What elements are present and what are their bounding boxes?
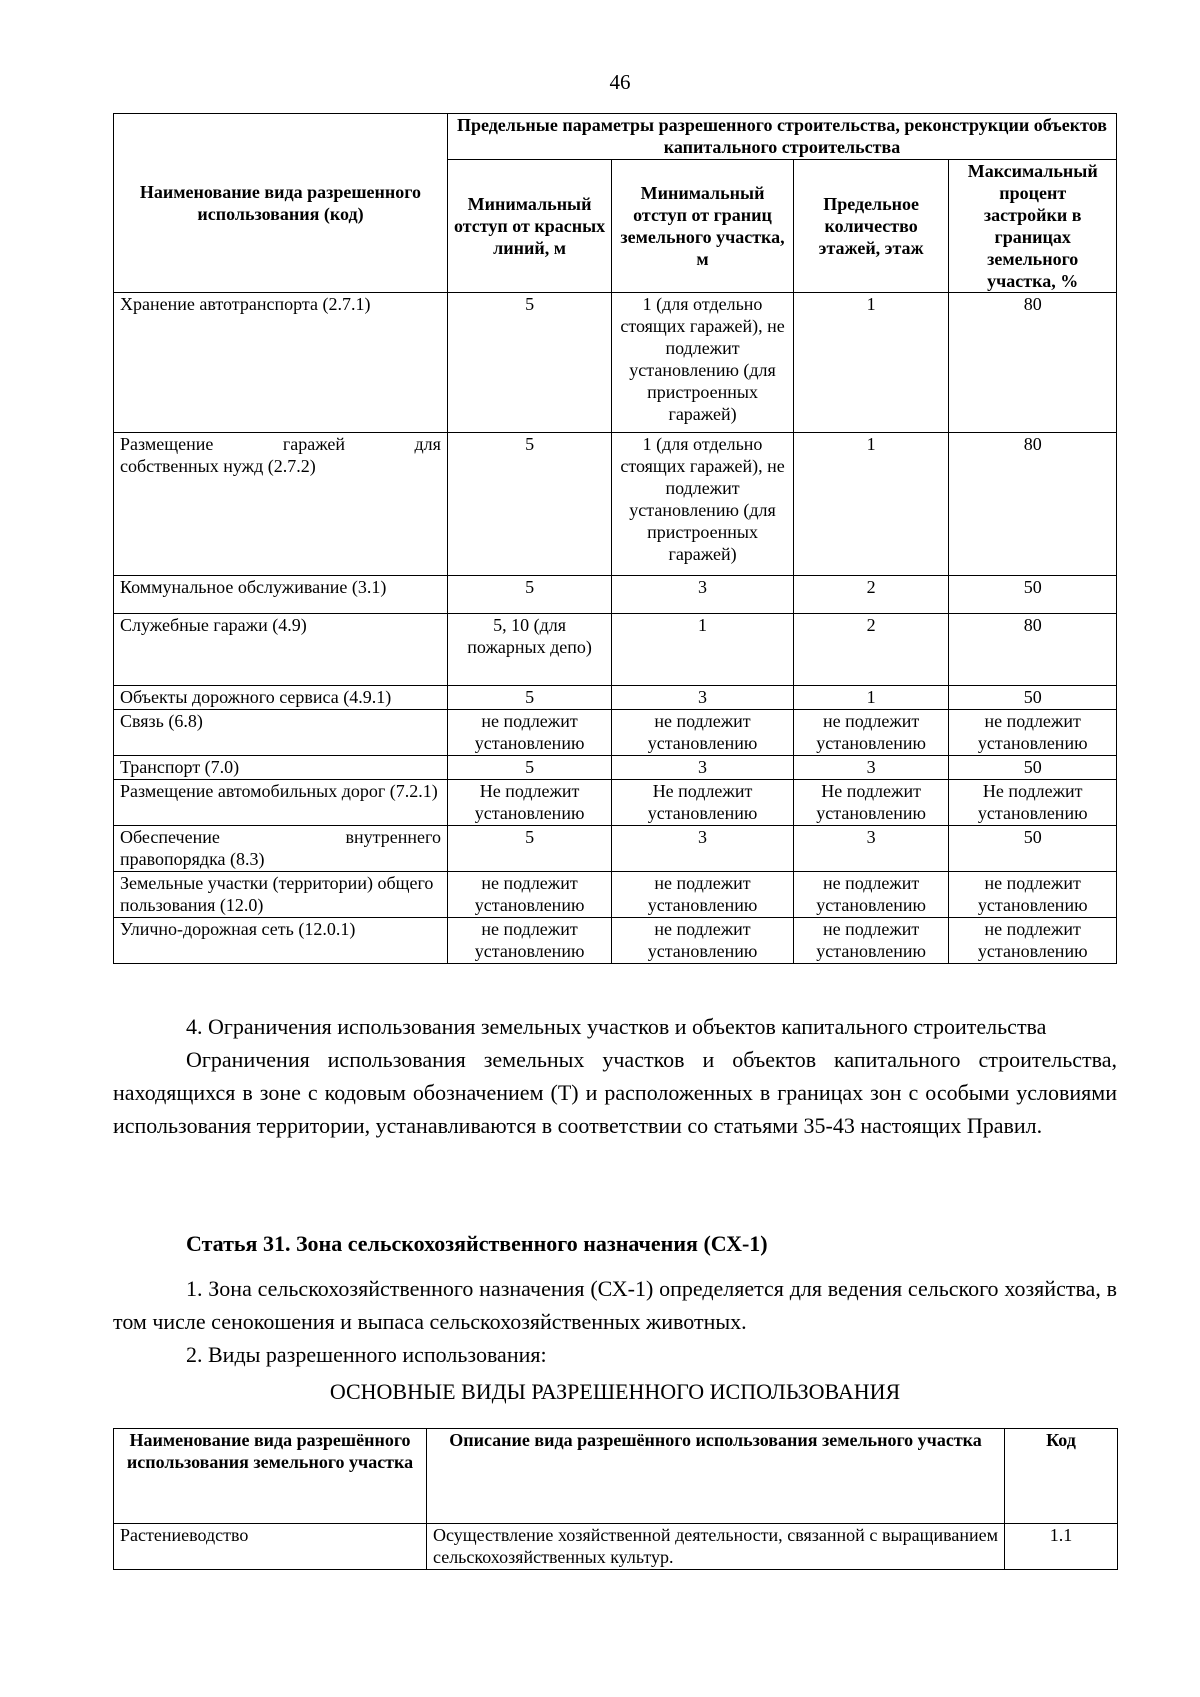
row-value-3: не подлежит установлению — [793, 918, 949, 964]
row-value-4: 80 — [949, 293, 1117, 433]
row-use-name: Земельные участки (территории) общего пользования (12.0) — [114, 872, 448, 918]
main-permitted-uses-title: ОСНОВНЫЕ ВИДЫ РАЗРЕШЕННОГО ИСПОЛЬЗОВАНИЯ — [329, 1379, 901, 1404]
section-4-title: 4. Ограничения использования земельных участков и объектов капитального строительства — [186, 1014, 1047, 1039]
table-row — [114, 780, 1117, 826]
table-row — [114, 872, 1117, 918]
permitted-use-parameters-table — [113, 113, 1117, 964]
table-row — [114, 710, 1117, 756]
row-value-2: 3 — [612, 576, 794, 614]
article-31 — [113, 1227, 1117, 1408]
row-value-3: 1 — [793, 433, 949, 576]
row-value-2: 1 (для отдельно стоящих гаражей), не подлежит установлению (для пристроенных гаражей) — [612, 293, 794, 433]
row-use-name: Хранение автотранспорта (2.7.1) — [114, 293, 448, 433]
header-use-description: Описание вида разрешённого использования земельного участка — [427, 1429, 1005, 1524]
row-value-1: 5 — [447, 433, 611, 576]
row-use-name-line2: собственных нужд (2.7.2) — [120, 456, 316, 476]
row-value-4: не подлежит установлению — [949, 872, 1117, 918]
row-value-1: 5, 10 (для пожарных депо) — [447, 614, 611, 686]
row-use-name: Транспорт (7.0) — [114, 756, 448, 780]
row-value-2: Не подлежит установлению — [612, 780, 794, 826]
row-value-4: 50 — [949, 576, 1117, 614]
row-value-4: 80 — [949, 433, 1117, 576]
row-use-name: Размещение автомобильных дорог (7.2.1) — [114, 780, 448, 826]
row-use-name — [114, 826, 448, 872]
row-value-1: Не подлежит установлению — [447, 780, 611, 826]
row-value-1: 5 — [447, 686, 611, 710]
header-min-setback-plot-boundaries: Минимальный отступ от границ земельного участка, м — [612, 160, 794, 293]
row-value-2: 3 — [612, 686, 794, 710]
table-row — [114, 918, 1117, 964]
row-use-description: Осуществление хозяйственной деятельности, связанной с выращиванием сельскохозяйственных культур. — [427, 1524, 1005, 1570]
row-use-name-line1: Обеспечение внутреннего — [120, 827, 441, 847]
header-min-setback-red-lines: Минимальный отступ от красных линий, м — [447, 160, 611, 293]
row-use-name: Связь (6.8) — [114, 710, 448, 756]
row-value-1: 5 — [447, 756, 611, 780]
row-value-2: не подлежит установлению — [612, 872, 794, 918]
page-number: 46 — [609, 70, 631, 94]
row-value-2: 3 — [612, 826, 794, 872]
row-use-name: Объекты дорожного сервиса (4.9.1) — [114, 686, 448, 710]
article-31-heading: Статья 31. Зона сельскохозяйственного назначения (СХ-1) — [186, 1231, 768, 1256]
row-value-4: 50 — [949, 826, 1117, 872]
row-value-4: 50 — [949, 686, 1117, 710]
row-value-3: не подлежит установлению — [793, 710, 949, 756]
row-value-3: не подлежит установлению — [793, 872, 949, 918]
table-row — [114, 756, 1117, 780]
header-use-name: Наименование вида разрешенного использования (код) — [114, 114, 448, 293]
table-row — [114, 826, 1117, 872]
section-4-body: Ограничения использования земельных участков и объектов капитального строительства, находящихся в зоне с кодовым обозначением (Т) и расположенных в границах зон с особыми условиями использования территории, устанавливаются в соответствии со статьями 35-43 настоящих Правил. — [113, 1047, 1117, 1138]
header-use-name: Наименование вида разрешённого использования земельного участка — [114, 1429, 427, 1524]
row-value-3: 1 — [793, 686, 949, 710]
row-value-4: не подлежит установлению — [949, 710, 1117, 756]
row-value-4: Не подлежит установлению — [949, 780, 1117, 826]
table-row — [114, 614, 1117, 686]
article-31-paragraph-2: 2. Виды разрешенного использования: — [186, 1342, 547, 1367]
table-row — [114, 1524, 1118, 1570]
row-value-3: 1 — [793, 293, 949, 433]
row-value-1: 5 — [447, 293, 611, 433]
table-row — [114, 576, 1117, 614]
row-value-1: не подлежит установлению — [447, 710, 611, 756]
row-value-2: не подлежит установлению — [612, 918, 794, 964]
row-value-1: 5 — [447, 826, 611, 872]
row-value-1: 5 — [447, 576, 611, 614]
row-use-name: Коммунальное обслуживание (3.1) — [114, 576, 448, 614]
row-value-3: 2 — [793, 576, 949, 614]
row-value-3: 3 — [793, 826, 949, 872]
row-value-1: не подлежит установлению — [447, 918, 611, 964]
row-use-name: Растениеводство — [114, 1524, 427, 1570]
section-4 — [113, 1010, 1117, 1142]
row-value-1: не подлежит установлению — [447, 872, 611, 918]
row-use-name: Служебные гаражи (4.9) — [114, 614, 448, 686]
header-max-coverage-percent: Максимальный процент застройки в границах земельного участка, % — [949, 160, 1117, 293]
row-use-name-line2: правопорядка (8.3) — [120, 849, 265, 869]
header-max-floors: Предельное количество этажей, этаж — [793, 160, 949, 293]
row-use-name: Улично-дорожная сеть (12.0.1) — [114, 918, 448, 964]
row-value-2: не подлежит установлению — [612, 710, 794, 756]
table-row — [114, 433, 1117, 576]
table-row — [114, 293, 1117, 433]
row-value-3: 3 — [793, 756, 949, 780]
row-value-4: 80 — [949, 614, 1117, 686]
header-code: Код — [1005, 1429, 1118, 1524]
row-code: 1.1 — [1005, 1524, 1118, 1570]
row-value-2: 3 — [612, 756, 794, 780]
row-use-name — [114, 433, 448, 576]
main-permitted-uses-table — [113, 1428, 1118, 1570]
article-31-paragraph-1: 1. Зона сельскохозяйственного назначения (СХ-1) определяется для ведения сельского хозяйства, в том числе сенокошения и выпаса сельскохозяйственных животных. — [113, 1276, 1117, 1334]
row-value-4: не подлежит установлению — [949, 918, 1117, 964]
row-use-name-line1: Размещение гаражей для — [120, 434, 441, 454]
table-row — [114, 686, 1117, 710]
row-value-4: 50 — [949, 756, 1117, 780]
row-value-2: 1 — [612, 614, 794, 686]
row-value-3: Не подлежит установлению — [793, 780, 949, 826]
row-value-3: 2 — [793, 614, 949, 686]
row-value-2: 1 (для отдельно стоящих гаражей), не подлежит установлению (для пристроенных гаражей) — [612, 433, 794, 576]
header-params-group: Предельные параметры разрешенного строительства, реконструкции объектов капитального строительства — [447, 114, 1116, 160]
